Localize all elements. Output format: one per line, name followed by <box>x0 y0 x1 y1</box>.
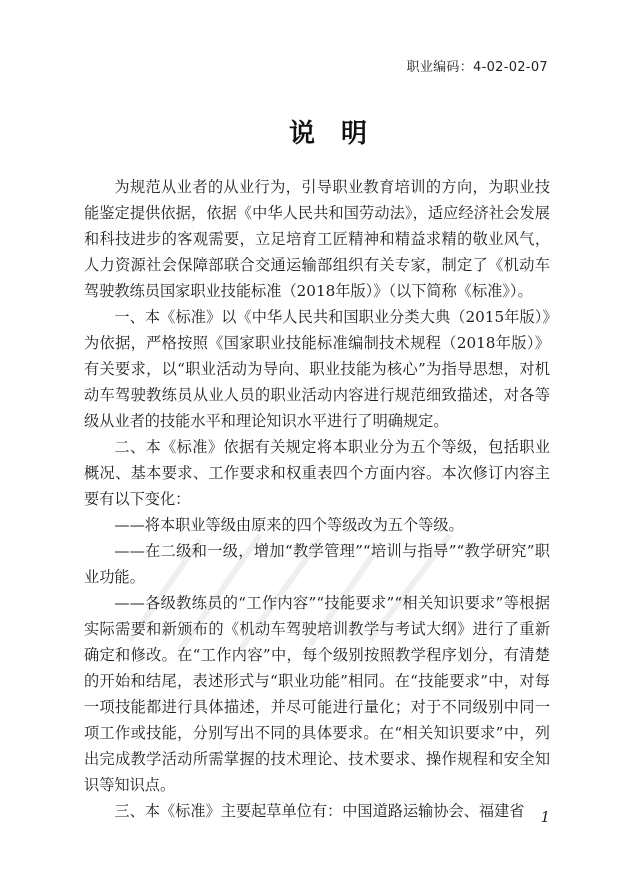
paragraph-intro: 为规范从业者的从业行为，引导职业教育培训的方向，为职业技能鉴定提供依据，依据《中华人民共和国劳动法》，适应经济社会发展和科技进步的客观需要，立足培育工匠精神和精益求精的敬业风气，人力资源社会保障部联合交通运输部组织有关专家，制定了《机动车驾驶教练员国家职业技能标准（2018年版）》（以下简称《标准》）。 <box>84 178 550 300</box>
page-title: 说明 <box>288 119 393 149</box>
body-text <box>84 174 550 824</box>
paragraph-section-2: 二、本《标准》依据有关规定将本职业分为五个等级，包括职业概况、基本要求、工作要求和权重表四个方面内容。本次修订内容主要有以下变化： <box>84 438 550 508</box>
page-number: 1 <box>540 808 550 826</box>
occupation-code: 职业编码：4-02-02-07 <box>406 60 548 75</box>
paragraph-change-3: ——各级教练员的“工作内容”“技能要求”“相关知识要求”等根据实际需要和新颁布的《机动车驾驶培训教学与考试大纲》进行了重新确定和修改。在“工作内容”中，每个级别按照教学程序划分，有清楚的开始和结尾，表述形式与“职业功能”相同。在“技能要求”中，对每一项技能都进行具体描述，并尽可能进行量化；对于不同级别中同一项工作或技能，分别写出不同的具体要求。在“相关知识要求”中，列出完成教学活动所需掌握的技术理论、技术要求、操作规程和安全知识等知识点。 <box>84 594 550 794</box>
paragraph-section-3: 三、本《标准》主要起草单位有：中国道路运输协会、福建省 <box>114 802 525 820</box>
paragraph-section-1: 一、本《标准》以《中华人民共和国职业分类大典（2015年版）》为依据，严格按照《国家职业技能标准编制技术规程（2018年版）》有关要求，以“职业活动为导向、职业技能为核心”为指导思想，对机动车驾驶教练员从业人员的职业活动内容进行规范细致描述，对各等级从业者的技能水平和理论知识水平进行了明确规定。 <box>84 308 550 430</box>
paragraph-change-2: ——在二级和一级，增加“教学管理”“培训与指导”“教学研究”职业功能。 <box>84 542 550 586</box>
paragraph-change-1: ——将本职业等级由原来的四个等级改为五个等级。 <box>114 516 464 534</box>
